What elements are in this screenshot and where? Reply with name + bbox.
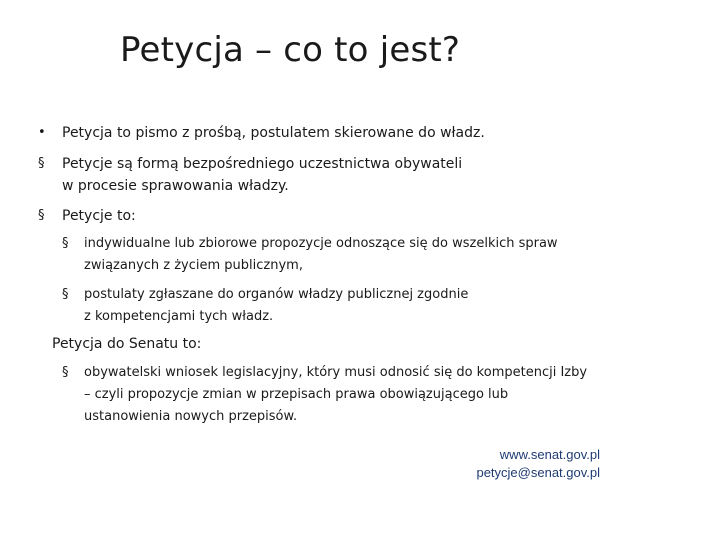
bullet-item-2-line-1: Petycje są formą bezpośredniego uczestnictwa obywateli [62, 156, 463, 172]
sub-item-1-line-2: związanych z życiem publicznym, [84, 258, 303, 273]
bullet-item-3 [62, 205, 136, 227]
bullet-item-3-line-1: Petycje to: [62, 208, 136, 224]
senate-item [84, 362, 587, 428]
bullet-section-icon: § [62, 287, 69, 302]
contact-footer [440, 446, 600, 482]
bullet-section-icon: § [38, 208, 45, 223]
sub-item-2 [84, 284, 468, 328]
sub-item-1-line-1: indywidualne lub zbiorowe propozycje odnoszące się do wszelkich spraw [84, 236, 558, 251]
bullet-dot-icon: • [38, 125, 46, 140]
bullet-item-1-line-1: Petycja to pismo z prośbą, postulatem skierowane do władz. [62, 125, 485, 141]
senate-heading: Petycja do Senatu to: [52, 336, 202, 352]
bullet-section-icon: § [62, 365, 69, 380]
email-link[interactable]: petycje@senat.gov.pl [476, 465, 600, 480]
sub-item-2-line-2: z kompetencjami tych władz. [84, 309, 274, 324]
bullet-section-icon: § [38, 156, 45, 171]
bullet-item-2-line-2: w procesie sprawowania władzy. [62, 178, 289, 194]
website-link[interactable]: www.senat.gov.pl [499, 447, 600, 462]
senate-item-line-1: obywatelski wniosek legislacyjny, który musi odnosić się do kompetencji Izby [84, 365, 588, 380]
senate-item-line-2: – czyli propozycje zmian w przepisach prawa obowiązującego lub [84, 387, 509, 402]
sub-item-2-line-1: postulaty zgłaszane do organów władzy publicznej zgodnie [84, 287, 469, 302]
bullet-section-icon: § [62, 236, 69, 251]
slide-title: Petycja – co to jest? [120, 30, 461, 70]
senate-item-line-3: ustanowienia nowych przepisów. [84, 409, 298, 424]
bullet-item-2 [62, 153, 462, 197]
sub-item-1 [84, 233, 558, 277]
bullet-item-1 [62, 122, 485, 144]
